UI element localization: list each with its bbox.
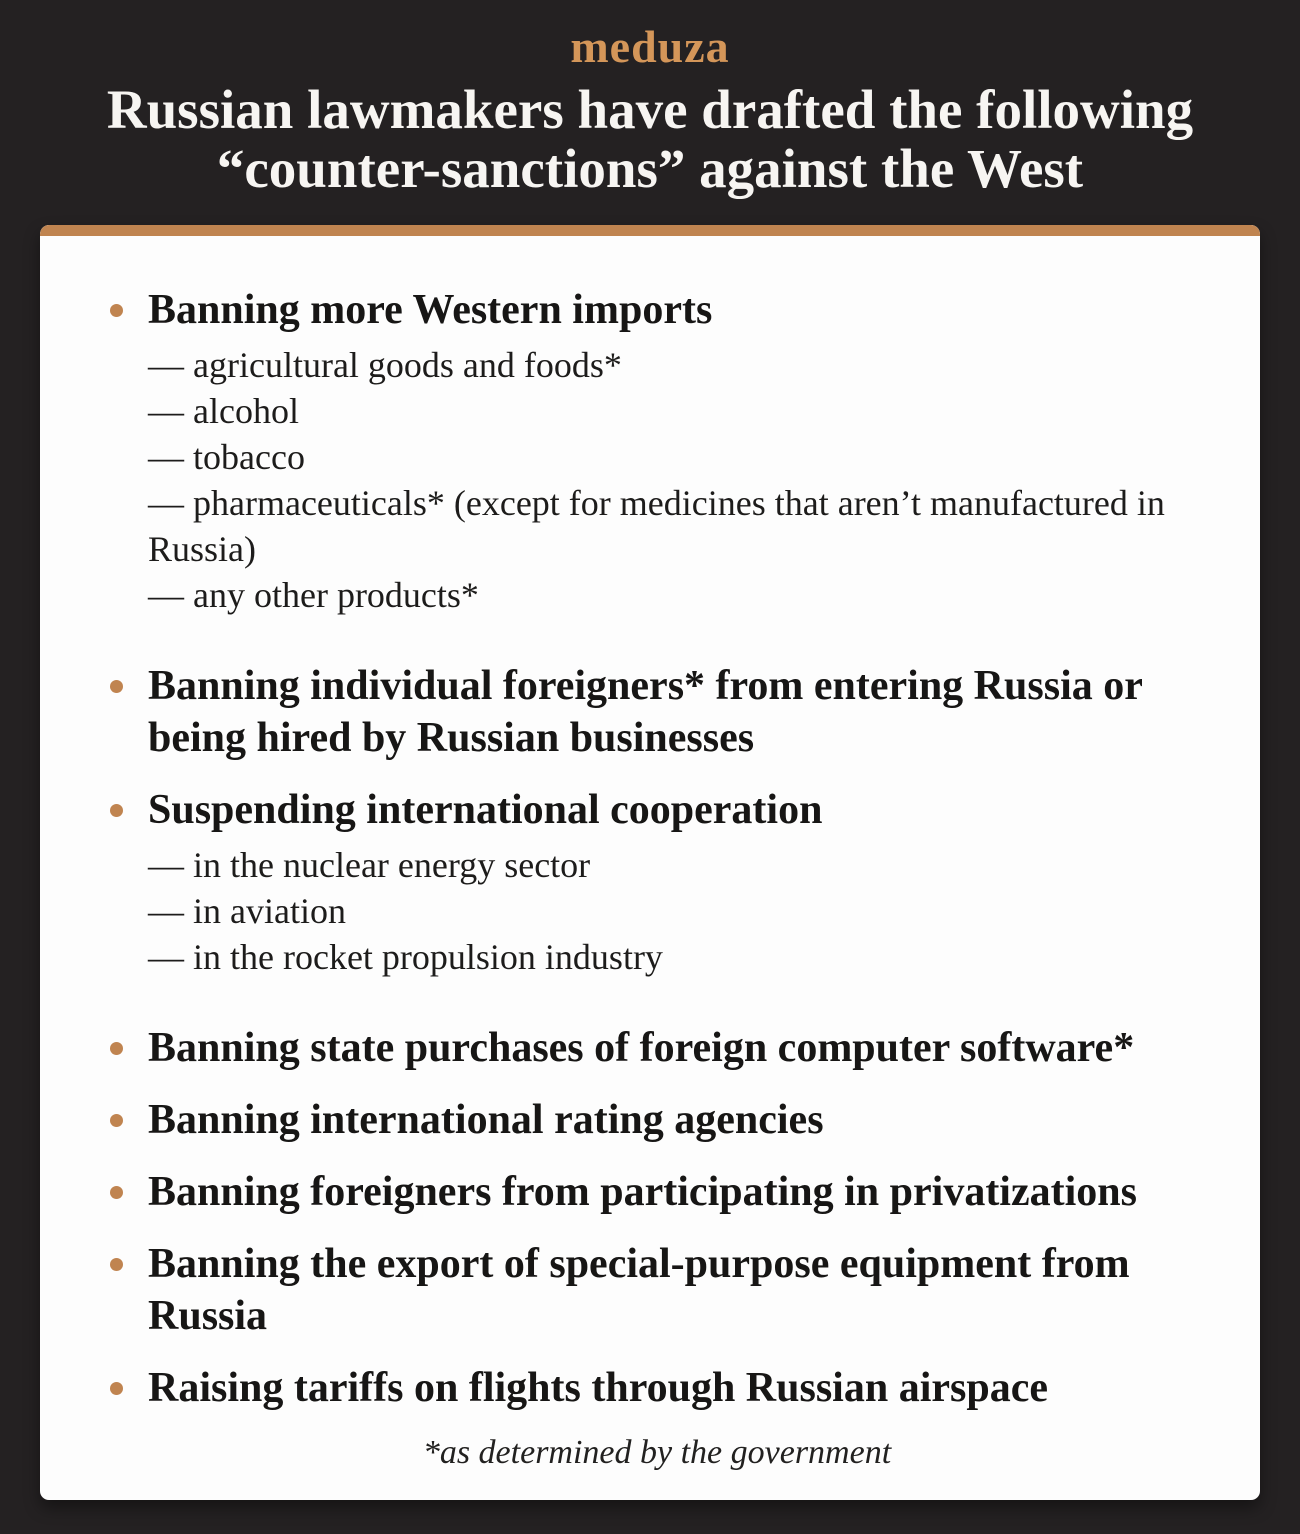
list-item — [110, 1022, 1204, 1074]
sub-list — [148, 842, 1204, 980]
list-item — [110, 784, 1204, 1002]
list-item-body — [148, 1166, 1204, 1218]
list-item-body — [148, 1022, 1204, 1074]
bullet-icon — [110, 304, 123, 317]
list-item-body — [148, 1362, 1204, 1414]
list-item-label: Raising tariffs on flights through Russian airspace — [148, 1364, 1049, 1411]
sanctions-list — [110, 284, 1204, 1414]
list-item — [110, 1238, 1204, 1342]
list-item-body — [148, 1094, 1204, 1146]
page-title-line1: Russian lawmakers have drafted the following — [106, 79, 1194, 140]
bullet-icon — [110, 804, 123, 817]
list-item — [110, 1166, 1204, 1218]
sub-list-item: — pharmaceuticals* (except for medicines that aren’t manufactured in Russia) — [148, 482, 1165, 569]
sub-list-item: — any other products* — [148, 574, 479, 615]
bullet-icon — [110, 1042, 123, 1055]
list-item — [110, 284, 1204, 640]
list-item-label: Banning state purchases of foreign computer software* — [148, 1024, 1135, 1071]
card-content — [40, 236, 1260, 1472]
list-item — [110, 1094, 1204, 1146]
footnote: *as determined by the government — [422, 1433, 892, 1471]
list-item-body — [148, 284, 1204, 640]
sub-list-item: — alcohol — [148, 390, 299, 431]
sub-list-item: — tobacco — [148, 436, 305, 477]
list-item-label: Banning more Western imports — [148, 286, 713, 333]
bullet-icon — [110, 1258, 123, 1271]
list-item — [110, 660, 1204, 764]
bullet-icon — [110, 1186, 123, 1199]
list-item-label: Suspending international cooperation — [148, 786, 823, 833]
page-title — [40, 81, 1260, 199]
list-item-body — [148, 660, 1204, 764]
list-item-body — [148, 1238, 1204, 1342]
sub-list-item: — agricultural goods and foods* — [148, 344, 622, 385]
sub-list — [148, 342, 1204, 618]
bullet-icon — [110, 680, 123, 693]
meduza-logo: meduza — [570, 21, 730, 72]
accent-bar — [40, 225, 1260, 236]
list-item-label: Banning individual foreigners* from entering Russia or being hired by Russian businesses — [148, 662, 1143, 761]
page-title-line2: “counter-sanctions” against the West — [216, 137, 1084, 199]
list-item-body — [148, 784, 1204, 1002]
sub-list-item: — in the rocket propulsion industry — [148, 936, 663, 977]
content-card — [40, 225, 1260, 1500]
list-item-label: Banning the export of special-purpose equipment from Russia — [148, 1240, 1130, 1339]
bullet-icon — [110, 1382, 123, 1395]
list-item-label: Banning international rating agencies — [148, 1096, 824, 1143]
sub-list-item: — in aviation — [148, 890, 346, 931]
list-item-label: Banning foreigners from participating in privatizations — [148, 1168, 1137, 1215]
list-item — [110, 1362, 1204, 1414]
sub-list-item: — in the nuclear energy sector — [148, 844, 591, 885]
bullet-icon — [110, 1114, 123, 1127]
